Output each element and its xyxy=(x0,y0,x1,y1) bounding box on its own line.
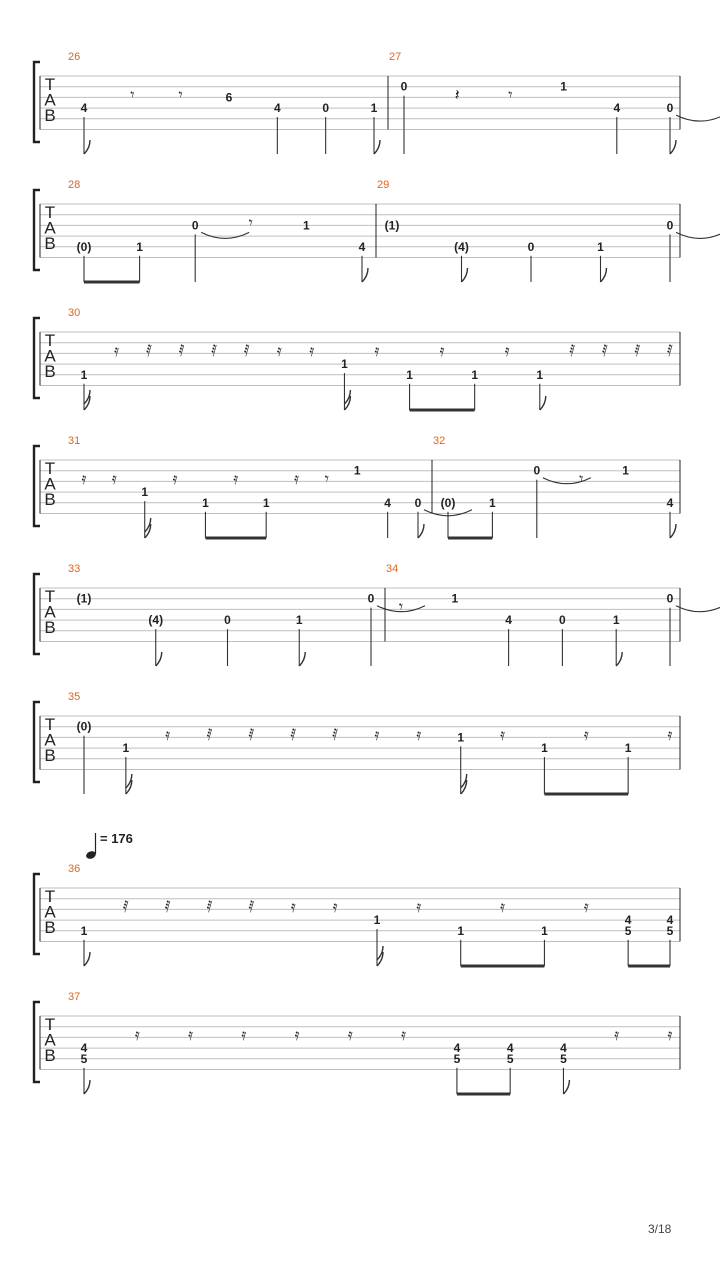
fret-number: 4 xyxy=(613,101,621,116)
fret-number: 4 xyxy=(505,613,512,628)
measure-number: 34 xyxy=(386,563,399,575)
rest-16th: 𝄿 xyxy=(374,725,380,744)
tab-clef-letter: T xyxy=(44,715,56,734)
rest-16th: 𝄿 xyxy=(241,1025,247,1044)
fret-number: (1) xyxy=(76,591,92,606)
tab-system-4 xyxy=(34,446,680,538)
note-flag xyxy=(84,1080,90,1094)
fret-number: 4 xyxy=(358,239,366,254)
fret-number: 1 xyxy=(624,741,632,756)
system-bracket xyxy=(34,62,40,142)
rest-16th: 𝄿 xyxy=(500,725,506,744)
tab-clef-letter: T xyxy=(44,887,56,906)
rest-16th: 𝄿 xyxy=(111,469,117,488)
system-bracket xyxy=(34,702,40,782)
fret-number: 1 xyxy=(373,913,381,928)
tab-clef-letter: B xyxy=(44,746,56,765)
fret-number: 0 xyxy=(367,591,375,606)
fret-number: 0 xyxy=(666,591,674,606)
rest-16th: 𝄿 xyxy=(416,725,422,744)
measure-number: 30 xyxy=(68,307,81,319)
rest-16th: 𝄿 xyxy=(294,469,299,488)
note-flag xyxy=(156,652,162,666)
fret-number: 4 xyxy=(506,1041,514,1056)
fret-number: 4 xyxy=(80,101,88,116)
rest-32nd: 𝅀 xyxy=(667,341,673,360)
fret-number: 0 xyxy=(224,613,231,628)
tab-clef-letter: B xyxy=(44,106,56,125)
fret-number: 4 xyxy=(80,1041,88,1056)
rest-32nd: 𝅀 xyxy=(634,341,641,360)
fret-number: 1 xyxy=(80,923,88,938)
rest-32nd: 𝅀 xyxy=(569,341,576,360)
fret-number: 1 xyxy=(471,367,479,382)
system-bracket xyxy=(34,190,40,270)
fret-number: 5 xyxy=(560,1051,567,1066)
fret-number: 1 xyxy=(451,591,459,606)
rest-8th: 𝄾 xyxy=(579,469,584,488)
fret-number: 1 xyxy=(122,741,130,756)
tab-clef-letter: A xyxy=(44,346,56,366)
fret-number: 1 xyxy=(202,495,209,510)
fret-number: 1 xyxy=(457,923,465,938)
rest-16th: 𝄿 xyxy=(309,341,315,360)
fret-number: 1 xyxy=(341,357,348,372)
rest-16th: 𝄿 xyxy=(276,341,282,360)
fret-number: (4) xyxy=(454,239,469,254)
rest-16th: 𝄿 xyxy=(667,725,673,744)
tab-clef-letter: B xyxy=(44,362,56,381)
fret-number: 0 xyxy=(400,79,408,94)
rest-16th: 𝄿 xyxy=(165,725,171,744)
tab-clef-letter: A xyxy=(44,602,56,622)
fret-number: (0) xyxy=(76,719,92,734)
measure-number: 35 xyxy=(68,691,81,703)
note-flag xyxy=(462,268,468,282)
tab-clef-letter: T xyxy=(44,203,56,222)
note-flag xyxy=(84,952,90,966)
fret-number: 1 xyxy=(597,239,604,254)
fret-number: 1 xyxy=(295,613,303,628)
note-flag xyxy=(84,140,90,154)
tab-system-6 xyxy=(34,702,680,794)
tab-clef-letter: T xyxy=(44,331,56,350)
fret-number: 0 xyxy=(666,101,674,116)
rest-16th: 𝄿 xyxy=(332,897,338,916)
fret-number: 0 xyxy=(666,218,674,233)
fret-number: 5 xyxy=(624,923,632,938)
measure-number: 28 xyxy=(68,179,81,191)
tab-clef-letter: A xyxy=(44,902,56,922)
fret-number: 4 xyxy=(453,1041,461,1056)
fret-number: (0) xyxy=(440,495,456,510)
fret-number: 1 xyxy=(80,367,88,382)
tempo-marking: = 176 xyxy=(100,831,133,846)
note-flag xyxy=(563,1080,569,1094)
measure-number: 27 xyxy=(389,51,402,63)
fret-number: 1 xyxy=(136,239,143,254)
note-flag xyxy=(374,140,380,154)
system-bracket xyxy=(34,1002,40,1082)
rest-8th: 𝄾 xyxy=(130,85,135,104)
rest-16th: 𝄿 xyxy=(583,897,589,916)
tab-system-3 xyxy=(34,318,680,410)
tab-clef-letter: T xyxy=(44,459,56,478)
rest-16th: 𝄿 xyxy=(401,1025,407,1044)
tie-arc xyxy=(676,606,720,612)
system-bracket xyxy=(34,318,40,398)
fret-number: 1 xyxy=(622,463,629,478)
fret-number: 1 xyxy=(536,367,544,382)
rest-16th: 𝄿 xyxy=(504,341,510,360)
rest-16th: 𝄿 xyxy=(233,469,239,488)
fret-number: 5 xyxy=(80,1051,88,1066)
rest-16th: 𝄿 xyxy=(188,1025,193,1044)
rest-16th: 𝄿 xyxy=(583,725,589,744)
rest-32nd: 𝅀 xyxy=(243,341,250,360)
tie-arc xyxy=(676,232,720,238)
measure-number: 31 xyxy=(68,435,81,447)
fret-number: 0 xyxy=(559,613,566,628)
fret-number: 0 xyxy=(322,101,330,116)
fret-number: 4 xyxy=(273,101,281,116)
rest-16th: 𝄿 xyxy=(614,1025,620,1044)
rest-16th: 𝄿 xyxy=(172,469,178,488)
tab-system-8 xyxy=(34,1002,680,1094)
fret-number: 0 xyxy=(414,495,422,510)
rest-16th: 𝄿 xyxy=(500,897,506,916)
note-flag xyxy=(670,140,676,154)
tab-clef-letter: A xyxy=(44,730,56,750)
note-flag xyxy=(299,652,305,666)
rest-16th: 𝄿 xyxy=(294,1025,300,1044)
tab-system-2 xyxy=(34,190,720,282)
rest-32nd: 𝅀 xyxy=(206,897,213,916)
fret-number: 0 xyxy=(527,239,535,254)
tab-clef-letter: B xyxy=(44,618,56,637)
fret-number: 1 xyxy=(457,730,465,745)
rest-32nd: 𝅀 xyxy=(164,897,171,916)
rest-16th: 𝄿 xyxy=(416,897,422,916)
fret-number: 0 xyxy=(191,218,199,233)
tab-clef-letter: B xyxy=(44,1046,56,1065)
rest-16th: 𝄿 xyxy=(134,1025,140,1044)
rest-32nd: 𝅀 xyxy=(206,725,213,744)
fret-number: 4 xyxy=(384,495,391,510)
page-number: 3/18 xyxy=(648,1222,672,1236)
system-bracket xyxy=(34,574,40,654)
fret-number: (0) xyxy=(76,239,92,254)
rest-32nd: 𝅀 xyxy=(332,725,339,744)
tab-clef-letter: A xyxy=(44,474,56,494)
measure-number: 29 xyxy=(377,179,390,191)
rest-16th: 𝄿 xyxy=(439,341,445,360)
note-flag xyxy=(601,268,607,282)
tie-arc xyxy=(676,115,720,121)
fret-number: 1 xyxy=(262,495,270,510)
rest-32nd: 𝅀 xyxy=(248,725,255,744)
fret-number: 1 xyxy=(489,495,496,510)
measure-number: 32 xyxy=(433,435,446,447)
fret-number: 1 xyxy=(541,741,548,756)
rest-32nd: 𝅀 xyxy=(601,341,608,360)
rest-32nd: 𝅀 xyxy=(122,897,129,916)
note-flag xyxy=(616,652,622,666)
rest-32nd: 𝅀 xyxy=(248,897,255,916)
rest-32nd: 𝅀 xyxy=(178,341,185,360)
rest-8th: 𝄾 xyxy=(178,85,183,104)
tab-clef-letter: B xyxy=(44,918,56,937)
fret-number: 4 xyxy=(560,1041,567,1056)
tab-clef-letter: A xyxy=(44,90,56,110)
measure-number: 33 xyxy=(68,563,81,575)
fret-number: (4) xyxy=(148,613,164,628)
rest-8th: 𝄾 xyxy=(324,469,330,488)
tab-clef-letter: A xyxy=(44,1030,56,1050)
fret-number: 1 xyxy=(612,613,620,628)
system-bracket xyxy=(34,874,40,954)
tie-arc xyxy=(201,232,249,238)
measure-number: 37 xyxy=(68,991,81,1003)
fret-number: 4 xyxy=(666,913,674,928)
rest-16th: 𝄿 xyxy=(290,897,296,916)
rest-8th: 𝄾 xyxy=(248,213,253,232)
tab-clef-letter: A xyxy=(44,218,56,238)
fret-number: 4 xyxy=(666,495,674,510)
rest-32nd: 𝅀 xyxy=(290,725,297,744)
fret-number: 1 xyxy=(406,367,413,382)
note-flag xyxy=(670,524,676,538)
rest-16th: 𝄿 xyxy=(347,1025,353,1044)
fret-number: 1 xyxy=(303,218,310,233)
fret-number: 5 xyxy=(506,1051,514,1066)
fret-number: 5 xyxy=(453,1051,461,1066)
note-flag xyxy=(418,524,424,538)
tab-clef-letter: T xyxy=(44,1015,56,1034)
rest-8th: 𝄾 xyxy=(398,597,404,616)
fret-number: 6 xyxy=(225,90,233,105)
system-bracket xyxy=(34,446,40,526)
tab-clef-letter: B xyxy=(44,490,56,509)
rest-16th: 𝄿 xyxy=(81,469,87,488)
fret-number: 4 xyxy=(624,913,632,928)
rest-16th: 𝄿 xyxy=(374,341,380,360)
tab-clef-letter: T xyxy=(44,587,56,606)
measure-number: 26 xyxy=(68,51,81,63)
fret-number: 1 xyxy=(541,923,548,938)
fret-number: 1 xyxy=(353,463,361,478)
note-flag xyxy=(540,396,546,410)
rest-16th: 𝄿 xyxy=(667,1025,673,1044)
fret-number: 1 xyxy=(560,79,567,94)
rest-32nd: 𝅀 xyxy=(146,341,153,360)
tab-clef-letter: T xyxy=(44,75,56,94)
tab-clef-letter: B xyxy=(44,234,56,253)
tie-arc xyxy=(543,478,591,484)
fret-number: 1 xyxy=(141,485,149,500)
fret-number: 0 xyxy=(533,463,541,478)
rest-32nd: 𝅀 xyxy=(211,341,218,360)
rest-8th: 𝄾 xyxy=(508,85,513,104)
note-flag xyxy=(362,268,368,282)
fret-number: (1) xyxy=(384,218,400,233)
measure-number: 36 xyxy=(68,863,81,875)
fret-number: 1 xyxy=(370,101,378,116)
fret-number: 5 xyxy=(666,923,674,938)
rest-16th: 𝄿 xyxy=(114,341,120,360)
rest-quarter: 𝄽 xyxy=(454,85,460,104)
